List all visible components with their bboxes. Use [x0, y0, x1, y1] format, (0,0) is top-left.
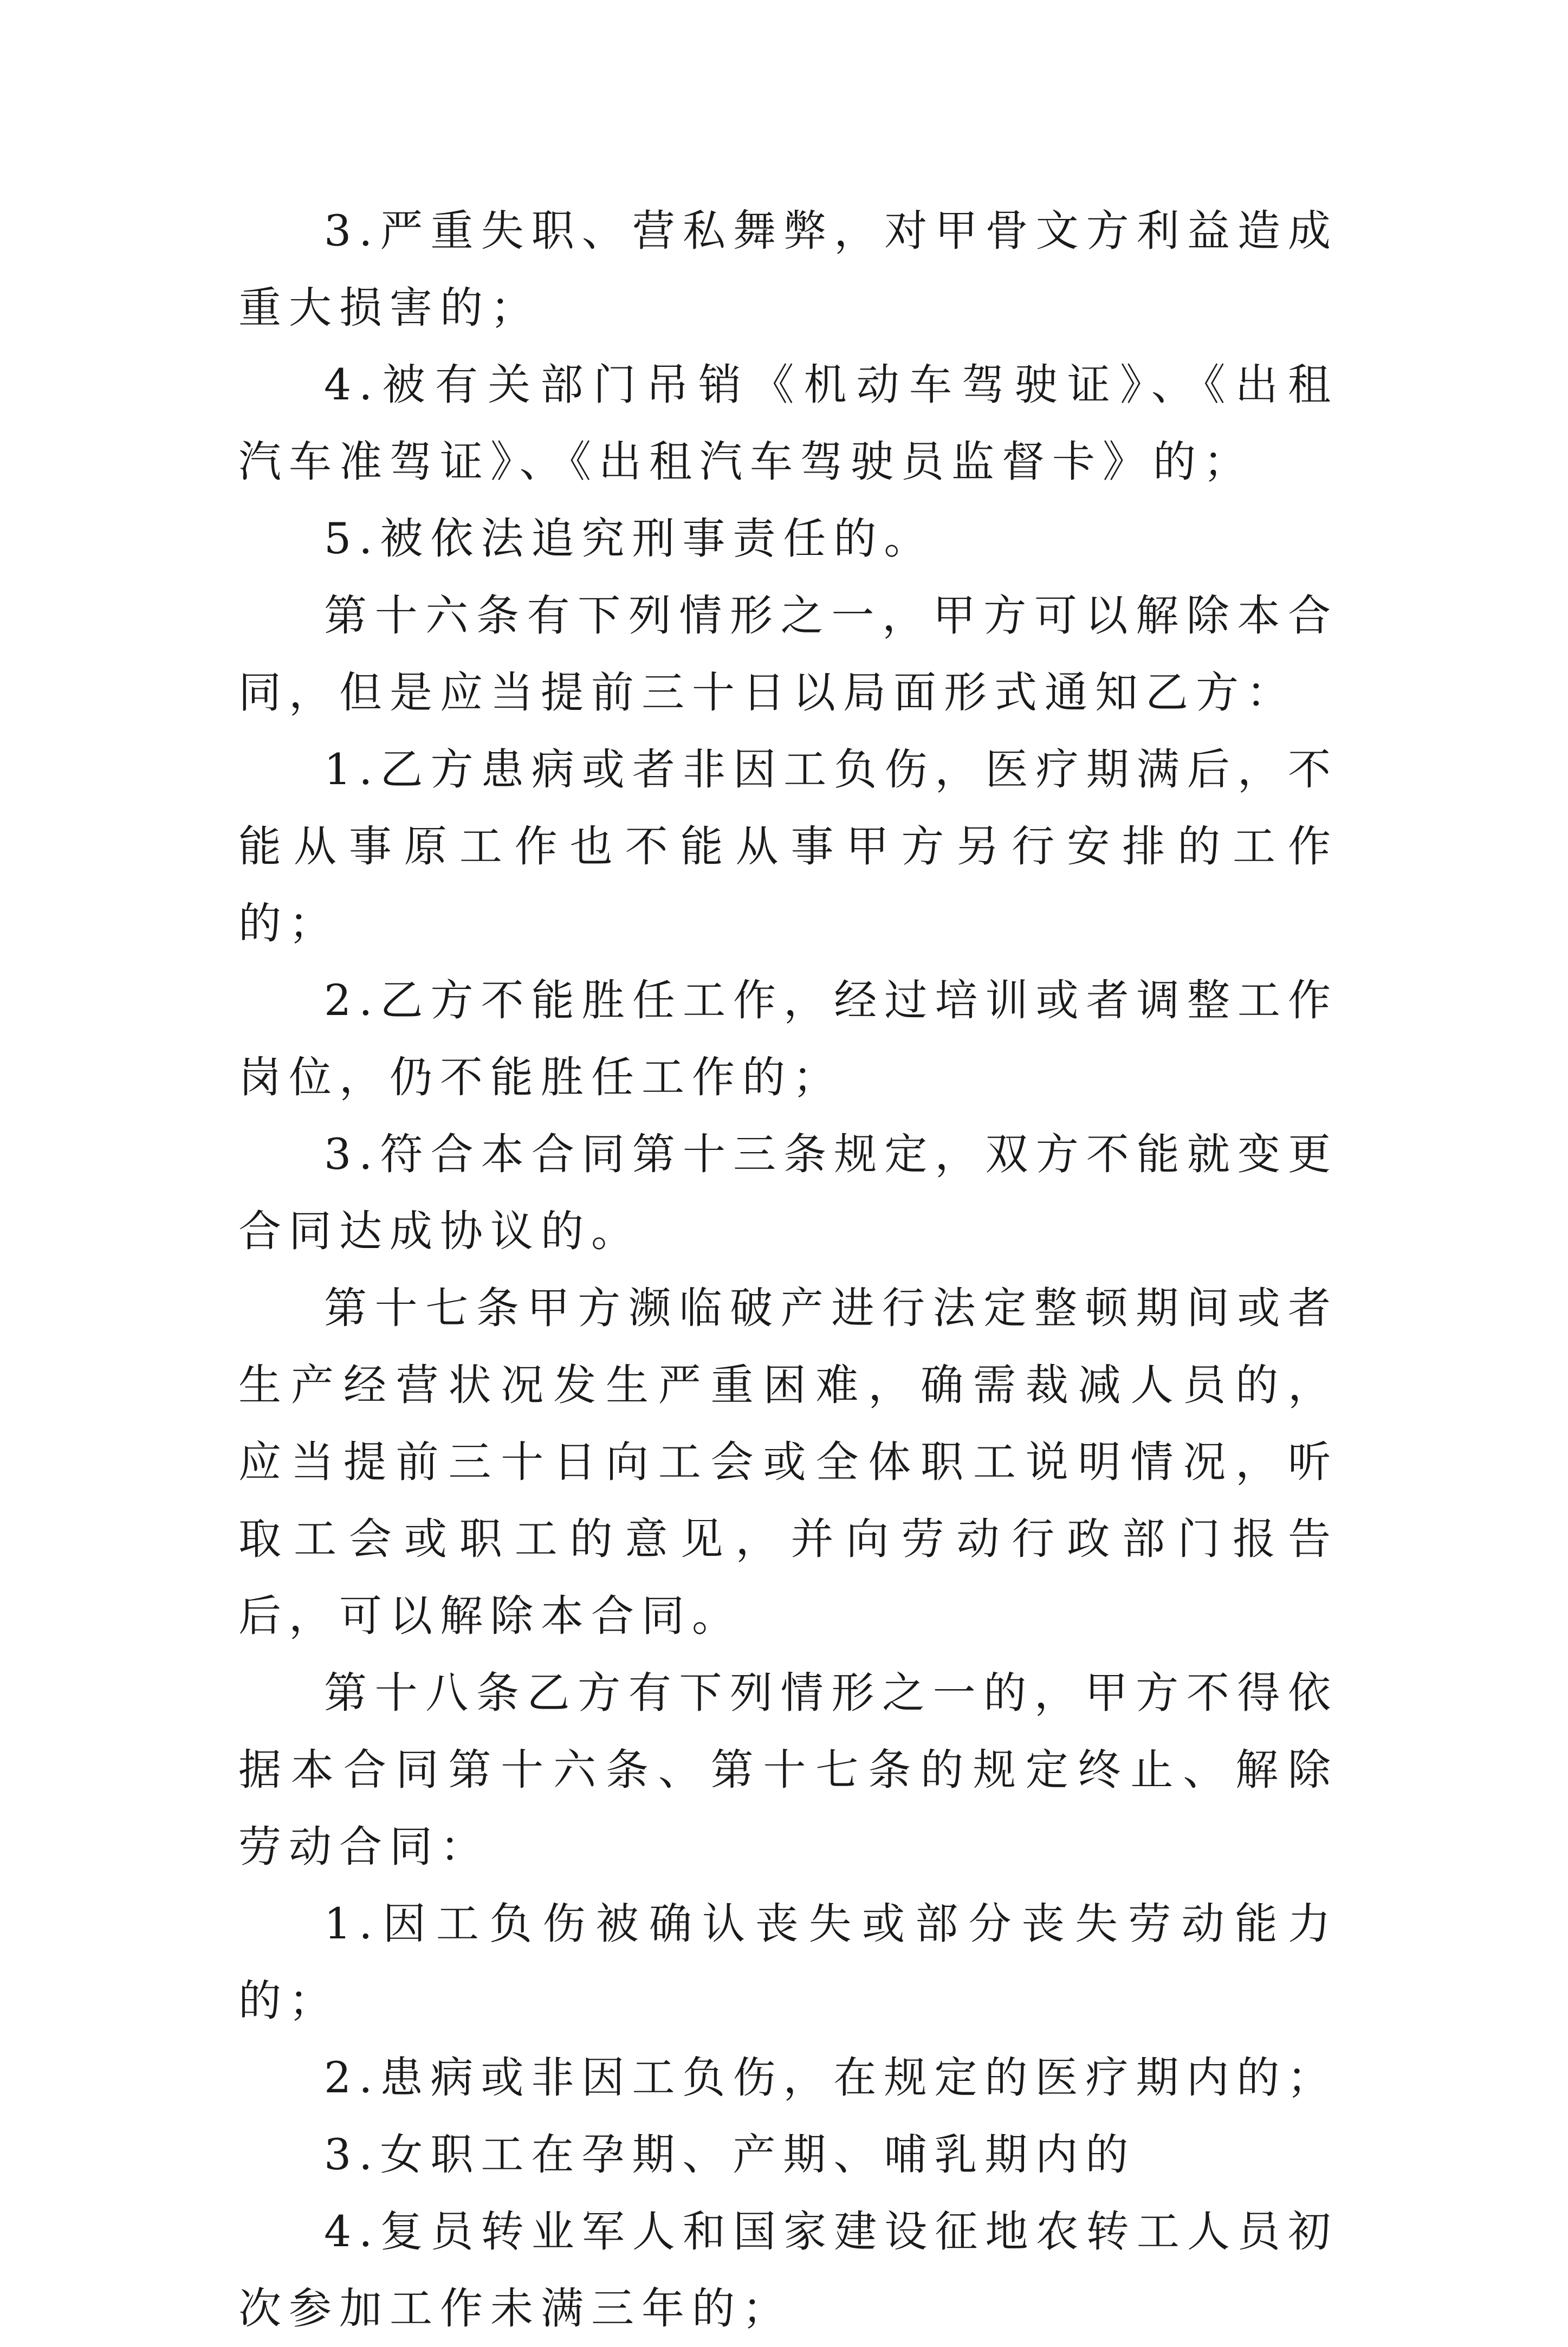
paragraph: 第十六条有下列情形之一，甲方可以解除本合同，但是应当提前三十日以局面形式通知乙方： [238, 591, 1338, 717]
paragraph: 1.因工负伤被确认丧失或部分丧失劳动能力的； [238, 1899, 1338, 2026]
paragraph: 4.被有关部门吊销《机动车驾驶证》、《出租汽车准驾证》、《出租汽车驾驶员监督卡》的； [238, 360, 1338, 487]
paragraph: 4.复员转业军人和国家建设征地农转工人员初次参加工作未满三年的； [238, 2207, 1338, 2333]
paragraph: 第十八条乙方有下列情形之一的，甲方不得依据本合同第十六条、第十七条的规定终止、解除劳动合同： [238, 1668, 1338, 1872]
document-body [238, 192, 1338, 2347]
paragraph: 2.乙方不能胜任工作，经过培训或者调整工作岗位，仍不能胜任工作的； [238, 975, 1338, 1102]
paragraph: 3.女职工在孕期、产期、哺乳期内的 [324, 2130, 1136, 2180]
paragraph: 3.符合本合同第十三条规定，双方不能就变更合同达成协议的。 [238, 1129, 1338, 1256]
paragraph: 2.患病或非因工负伤，在规定的医疗期内的； [324, 2053, 1338, 2103]
paragraph: 3.严重失职、营私舞弊，对甲骨文方利益造成重大损害的； [238, 206, 1338, 333]
paragraph: 第十七条甲方濒临破产进行法定整顿期间或者生产经营状况发生严重困难，确需裁减人员的，应当提前三十日向工会或全体职工说明情况，听取工会或职工的意见，并向劳动行政部门报告后，可以解除本合同。 [238, 1283, 1338, 1641]
paragraph: 1.乙方患病或者非因工负伤，医疗期满后，不能从事原工作也不能从事甲方另行安排的工作的； [238, 745, 1338, 948]
paragraph: 5.被依法追究刑事责任的。 [324, 514, 935, 564]
